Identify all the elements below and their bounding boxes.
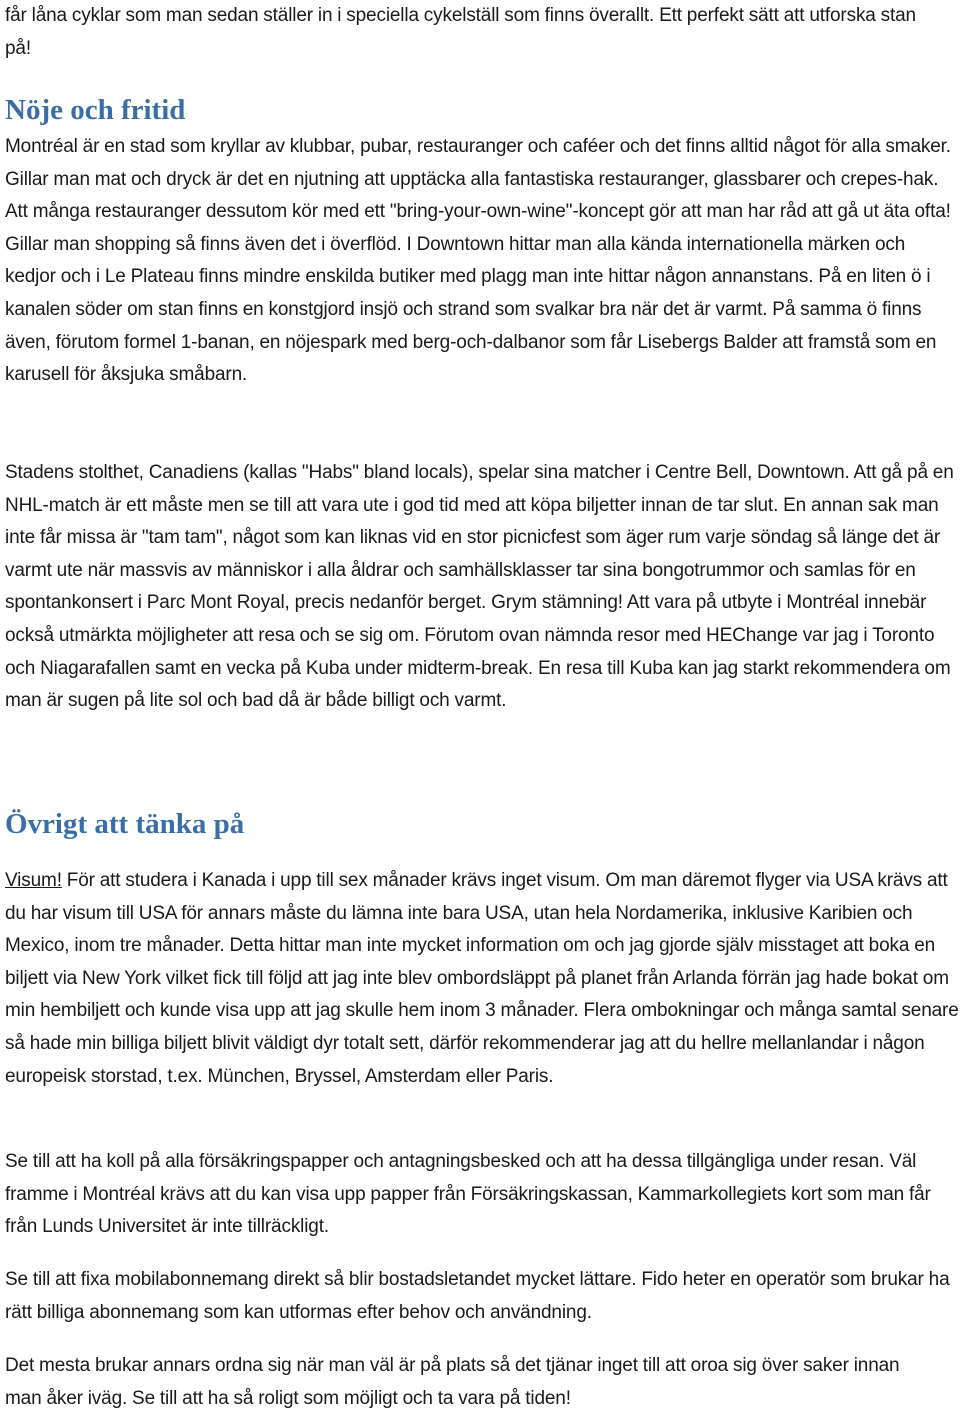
- visum-text: För att studera i Kanada i upp till sex månader krävs inget visum. Om man däremot flyger via USA krävs att du har visum till USA för annars måste du lämna inte bara USA, utan hela Nordamerika, inklusive Karibien och Mexico, inom tre månader. Detta hittar man inte mycket information om och jag gjorde själv misstaget att boka en biljett via New York vilket fick till följd att jag inte blev ombordsläppt på planet från Arlanda förrän jag hade bokat om min hembiljett och kunde visa upp att jag skulle hem inom 3 månader. Flera ombokningar och många samtal senare så hade min billiga biljett blivit väldigt dyr totalt sett, därför rekommenderar jag att du hellre mellanlandar i någon europeisk storstad, t.ex. München, Bryssel, Amsterdam eller Paris.: [5, 870, 959, 1087]
- paragraph-noje-2: Stadens stolthet, Canadiens (kallas "Habs" bland locals), spelar sina matcher i Centre Bell, Downtown. Att gå på en NHL-match är ett måste men se till att vara ute i god tid med att köpa biljetter innan de tar slut. En annan sak man inte får missa är "tam tam", något som kan liknas vid en stor picnicfest som äger rum varje söndag så länge det är varmt ute när massvis av människor i alla åldrar och samhällsklasser tar sina bongotrummor och samlas för en spontankonsert i Parc Mont Royal, precis nedanför berget. Grym stämning! Att vara på utbyte i Montréal innebär också utmärkta möjligheter att resa och se sig om. Förutom ovan nämnda resor med HEChange var jag i Toronto och Niagarafallen samt en vecka på Kuba under midterm-break. En resa till Kuba kan jag starkt rekommendera om man är sugen på lite sol och bad då är både billigt och varmt.: [5, 462, 954, 712]
- paragraph-forsakring: Se till att ha koll på alla försäkringspapper och antagningsbesked och att ha dessa tillgängliga under resan. Väl framme i Montréal krävs att du kan visa upp papper från Försäkringskassan, Kammarkollegiets kort som man får från Lunds Universitet är inte tillräckligt.: [5, 1151, 931, 1238]
- section-heading-noje-och-fritid: Nöje och fritid: [5, 94, 186, 126]
- paragraph-mobil: Se till att fixa mobilabonnemang direkt så blir bostadsletandet mycket lättare. Fido heter en operatör som brukar ha rätt billiga abonnemang som kan utformas efter behov och användning.: [5, 1269, 950, 1323]
- paragraph-noje-1: Montréal är en stad som kryllar av klubbar, pubar, restauranger och caféer och det finns alltid något för alla smaker. Gillar man mat och dryck är det en njutning att upptäcka alla fantastiska restauranger, glassbarer och crepes-hak. Att många restauranger dessutom kör med ett "bring-your-own-wine"-koncept gör att man har råd att gå ut äta ofta! Gillar man shopping så finns även det i överflöd. I Downtown hittar man alla kända internationella märken och kedjor och i Le Plateau finns mindre enskilda butiker med plagg man inte hittar någon annanstans. På en liten ö i kanalen söder om stan finns en konstgjord insjö och strand som svalkar bra när det är varmt. På samma ö finns även, förutom formel 1-banan, en nöjespark med berg-och-dalbanor som får Lisebergs Balder att framstå som en karusell för åksjuka småbarn.: [5, 136, 951, 386]
- paragraph-visum: [5, 865, 960, 1093]
- intro-paragraph: får låna cyklar som man sedan ställer in i speciella cykelställ som finns överallt. Ett perfekt sätt att utforska stan på!: [5, 5, 916, 59]
- visum-label: Visum!: [5, 870, 62, 891]
- section-heading-ovrigt: Övrigt att tänka på: [5, 808, 245, 840]
- paragraph-avslutning: Det mesta brukar annars ordna sig när man väl är på plats så det tjänar inget till att oroa sig över saker innan man åker iväg. Se till att ha så roligt som möjligt och ta vara på tiden!: [5, 1355, 900, 1409]
